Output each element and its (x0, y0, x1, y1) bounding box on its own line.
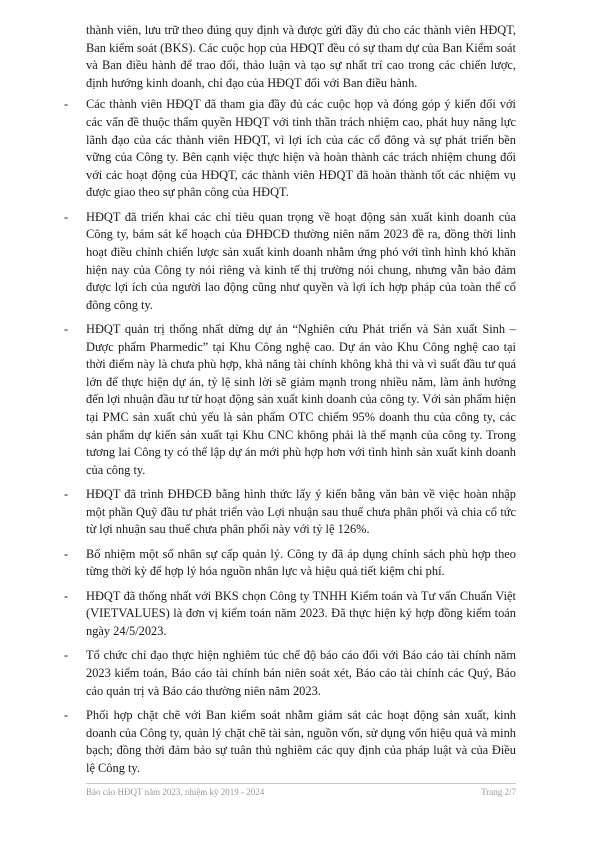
bullet-text: Tổ chức chỉ đạo thực hiện nghiêm túc chế độ báo cáo đối với Báo cáo tài chính năm 2023 kiểm toán, Báo cáo tài chính bán niên soát xét, Báo cáo tài chính các Quý, Báo cáo quản trị và Báo cáo thường niên năm 2023. (86, 648, 516, 698)
list-item (64, 321, 516, 479)
bullet-text: Các thành viên HĐQT đã tham gia đầy đủ các cuộc họp và đóng góp ý kiến đối với các vấn đề thuộc thẩm quyền HĐQT với tinh thần trách nhiệm cao, phát huy năng lực lãnh đạo của các thành viên HĐQT, vì lợi ích của các cổ đông và sự phát triển bền vững của Công ty. Bên cạnh việc thực hiện và hoàn thành các trách nhiệm chung đối với các hoạt động của HĐQT, các thành viên HĐQT đã hoàn thành tốt các nhiệm vụ được giao theo sự phân công của HĐQT. (86, 97, 516, 200)
bullet-text: Bổ nhiệm một số nhân sự cấp quản lý. Công ty đã áp dụng chính sách phù hợp theo từng thời kỳ để hợp lý hóa nguồn nhân lực và hiệu quả tiết kiệm chi phí. (86, 546, 516, 579)
bullet-dash: - (64, 209, 69, 224)
bullet-text: HĐQT đã trình ĐHĐCĐ bằng hình thức lấy ý kiến bằng văn bản về việc hoàn nhập một phần Quỹ đầu tư phát triển vào Lợi nhuận sau thuế chưa phân phối và chia cổ tức từ lợi nhuận sau thuế chưa phân phối này với tỷ lệ 126%. (86, 487, 516, 537)
page-footer (86, 783, 516, 798)
list-item (64, 707, 516, 777)
bullet-dash: - (64, 322, 69, 337)
footer-report-title: Báo cáo HĐQT năm 2023, nhiệm kỳ 2019 - 2024 (86, 787, 265, 797)
list-item (64, 588, 516, 641)
bullet-dash: - (64, 707, 69, 722)
bullet-text: HĐQT quản trị thống nhất dừng dự án “Nghiên cứu Phát triển và Sản xuất Sinh – Dược phẩm Pharmedic” tại Khu Công nghệ cao. Dự án vào Khu Công nghệ cao tại thời điểm này là chưa phù hợp, khả năng tài chính không khả thi và vì suất đầu tư quá lớn để thực hiện dự án, tỷ lệ sinh lời sẽ giảm mạnh trong nhiều năm, làm ảnh hưởng đến lợi nhuận đầu tư từ hoạt động sản xuất kinh doanh của công ty. Với sản phẩm hiện tại PMC sản xuất chủ yếu là sản phẩm OTC chiếm 95% doanh thu của công ty, các sản phẩm dự kiến sản xuất tại Khu CNC không phải là thế mạnh của công ty. Trong tương lai Công ty có thể lập dự án mới phù hợp hơn với tình hình sản xuất kinh doanh của công ty. (86, 322, 516, 477)
footer-page-number: Trang 2/7 (481, 787, 516, 797)
bullet-dash: - (64, 546, 69, 561)
bullet-dash: - (64, 588, 69, 603)
list-item (64, 96, 516, 202)
bullet-text: HĐQT đã thống nhất với BKS chọn Công ty TNHH Kiểm toán và Tư vấn Chuẩn Việt (VIETVALUES) là đơn vị kiểm toán năm 2023. Đã thực hiện ký hợp đồng kiểm toán ngày 24/5/2023. (86, 588, 516, 638)
bullet-text: HĐQT đã triển khai các chỉ tiêu quan trọng về hoạt động sản xuất kinh doanh của Công ty, bám sát kế hoạch của ĐHĐCĐ thường niên năm 2023 đề ra, đồng thời linh hoạt điều chỉnh chiến lược sản xuất kinh doanh nhằm ứng phó với tình hình khó khăn hiện nay của Công ty nói riêng và kinh tế thị trường nói chung, nhưng vẫn bảo đảm được lợi ích của người lao động cũng như quyền và lợi ích hợp pháp của toàn thể cổ đông công ty. (86, 209, 516, 312)
list-item (64, 486, 516, 539)
bullet-dash: - (64, 487, 69, 502)
bullet-list (64, 96, 516, 777)
bullet-dash: - (64, 648, 69, 663)
bullet-text: Phối hợp chặt chẽ với Ban kiểm soát nhằm giám sát các hoạt động sản xuất, kinh doanh của Công ty, quản lý chặt chẽ tài sản, nguồn vốn, sử dụng vốn hiệu quả và minh bạch; đồng thời đảm bảo sự tuân thủ nghiêm các quy định của pháp luật và của Điều lệ Công ty. (86, 707, 516, 775)
intro-paragraph: thành viên, lưu trữ theo đúng quy định và được gửi đầy đủ cho các thành viên HĐQT, Ban kiểm soát (BKS). Các cuộc họp của HĐQT đều có sự tham dự của Ban Kiểm soát và Ban điều hành để trao đổi, thảo luận và tạo sự nhất trí cao trong các chiến lược, định hướng kinh doanh, chỉ đạo của HĐQT đối với Ban điều hành. (86, 23, 516, 90)
list-item (64, 647, 516, 700)
list-item (64, 546, 516, 581)
list-item (64, 209, 516, 315)
report-body (64, 22, 516, 777)
bullet-dash: - (64, 97, 69, 112)
